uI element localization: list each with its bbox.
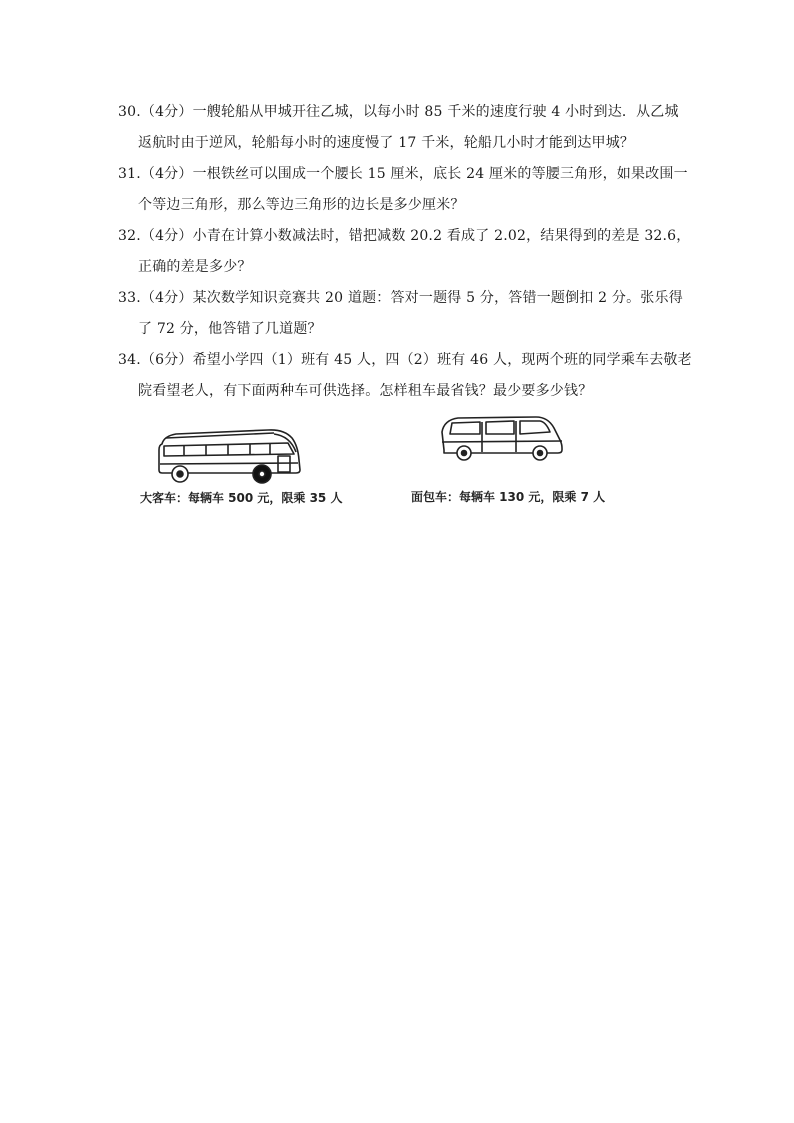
problem-30-line-2: 返航时由于逆风，轮船每小时的速度慢了 17 千米，轮船几小时才能到达甲城？: [138, 135, 635, 151]
problem-31-line-2: 个等边三角形，那么等边三角形的边长是多少厘米？: [138, 197, 465, 213]
problem-33-line-2: 了 72 分，他答错了几道题？: [138, 321, 322, 337]
problem-34-line-1: 34.（6分）希望小学四（1）班有 45 人，四（2）班有 46 人，现两个班的同学乘车去敬老: [118, 352, 692, 368]
problem-34: [118, 345, 692, 407]
problem-30-line-1: 30.（4分）一艘轮船从甲城开往乙城，以每小时 85 千米的速度行驶 4 小时到达．从乙城: [118, 104, 679, 120]
van-figure: [408, 410, 616, 510]
problem-30: [118, 97, 678, 159]
problem-33-line-1: 33.（4分）某次数学知识竞赛共 20 道题：答对一题得 5 分，答错一题倒扣 2 分。张乐得: [118, 290, 683, 306]
problem-31: [118, 159, 688, 221]
bus-caption: 大客车：每辆车 500 元，限乘 35 人: [140, 491, 343, 505]
problem-32-line-2: 正确的差是多少？: [138, 259, 252, 275]
problem-31-line-1: 31.（4分）一根铁丝可以围成一个腰长 15 厘米，底长 24 厘米的等腰三角形，如果改围一: [118, 166, 688, 182]
van-caption: 面包车：每辆车 130 元，限乘 7 人: [411, 490, 606, 504]
bus-figure: [138, 416, 364, 510]
bus-icon: [156, 416, 306, 484]
problem-33: [118, 283, 683, 345]
problem-32-line-1: 32.（4分）小青在计算小数减法时，错把减数 20.2 看成了 2.02，结果得到的差是 32.6，: [118, 228, 691, 244]
van-icon: [436, 410, 566, 462]
problem-34-line-2: 院看望老人，有下面两种车可供选择。怎样租车最省钱？最少要多少钱？: [138, 383, 593, 399]
problem-32: [118, 221, 691, 283]
